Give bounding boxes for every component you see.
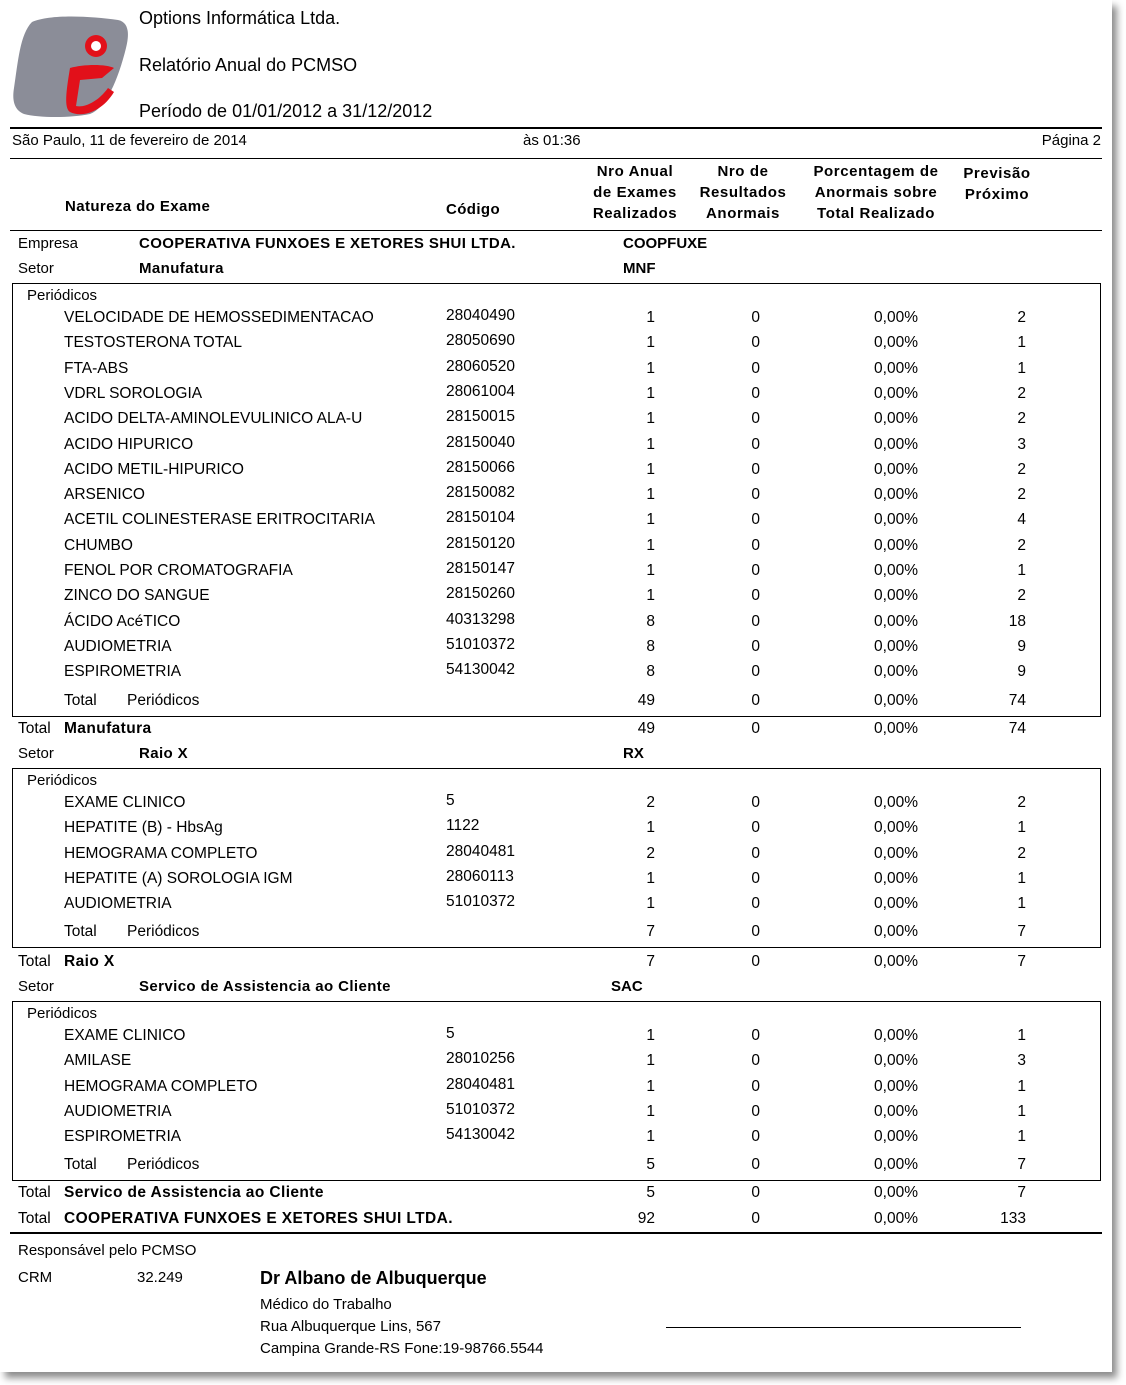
place-date: São Paulo, 11 de fevereiro de 2014 — [12, 132, 247, 149]
sector-code: MNF — [623, 260, 656, 277]
exam-name: ZINCO DO SANGUE — [64, 587, 210, 605]
exam-code: 28061004 — [446, 382, 515, 400]
abnormal-count: 0 — [751, 1027, 760, 1044]
exam-count: 1 — [646, 435, 655, 453]
company-total-row: Total COOPERATIVA FUNXOES E XETORES SHUI LTDA. 92 0 0,00% 133 — [18, 1210, 1026, 1227]
exam-code: 28150260 — [446, 585, 515, 603]
exam-name: AUDIOMETRIA — [64, 895, 172, 913]
forecast: 9 — [1017, 663, 1026, 681]
doctor-address: Rua Albuquerque Lins, 567 — [260, 1318, 441, 1335]
group-label: Periódicos — [27, 772, 98, 789]
exam-row — [0, 842, 1112, 865]
print-time: às 01:36 — [523, 132, 581, 149]
exam-count: 2 — [646, 844, 655, 862]
exam-name: AUDIOMETRIA — [64, 637, 172, 655]
forecast: 2 — [1017, 460, 1026, 478]
exam-code: 28050690 — [446, 332, 515, 350]
col-nature: Natureza do Exame — [65, 198, 211, 215]
exam-code: 28040481 — [446, 1075, 515, 1093]
exam-code: 28060113 — [446, 867, 514, 885]
exam-code: 28010256 — [446, 1050, 515, 1068]
page-number: Página 2 — [1041, 132, 1101, 149]
abnormal-count: 0 — [751, 435, 760, 453]
abnormal-percentage: 0,00% — [874, 562, 918, 579]
exam-name: HEMOGRAMA COMPLETO — [64, 1077, 258, 1095]
exam-name: HEMOGRAMA COMPLETO — [64, 844, 258, 862]
exam-row — [0, 587, 1112, 607]
crm-value: 32.249 — [137, 1269, 183, 1286]
abnormal-percentage: 0,00% — [874, 869, 918, 887]
col-percentage: Porcentagem de Anormais sobre Total Realizado — [813, 163, 939, 222]
exam-row — [0, 663, 1112, 683]
exam-row — [0, 357, 1112, 380]
exam-code: 51010372 — [446, 893, 515, 911]
abnormal-count: 0 — [751, 309, 760, 326]
exam-row — [0, 486, 1112, 506]
forecast: 1 — [1017, 359, 1026, 377]
forecast: 1 — [1017, 1027, 1026, 1044]
abnormal-count: 0 — [751, 844, 760, 862]
exam-code: 51010372 — [446, 635, 515, 653]
abnormal-percentage: 0,00% — [874, 587, 918, 605]
exam-code: 28150104 — [446, 509, 515, 527]
exam-count: 1 — [646, 1027, 655, 1044]
exam-name: FENOL POR CROMATOGRAFIA — [64, 562, 293, 579]
abnormal-count: 0 — [751, 460, 760, 478]
abnormal-percentage: 0,00% — [874, 1102, 918, 1120]
exam-name: HEPATITE (A) SOROLOGIA IGM — [64, 869, 293, 887]
exam-row — [0, 382, 1112, 405]
exam-count: 8 — [646, 663, 655, 681]
abnormal-count: 0 — [751, 819, 760, 837]
exam-row — [0, 1128, 1112, 1148]
exam-row — [0, 1075, 1112, 1098]
abnormal-count: 0 — [751, 663, 760, 681]
company-name: Options Informática Ltda. — [139, 8, 341, 28]
forecast: 9 — [1017, 637, 1026, 655]
exam-name: TESTOSTERONA TOTAL — [64, 334, 243, 352]
abnormal-percentage: 0,00% — [874, 334, 918, 352]
abnormal-percentage: 0,00% — [874, 309, 918, 326]
exam-count: 1 — [646, 359, 655, 377]
abnormal-percentage: 0,00% — [874, 1077, 918, 1095]
exam-code: 28060520 — [446, 357, 515, 375]
abnormal-percentage: 0,00% — [874, 359, 918, 377]
forecast: 2 — [1017, 587, 1026, 605]
exam-count: 1 — [646, 511, 655, 529]
doctor-city-phone: Campina Grande-RS Fone:19-98766.5544 — [260, 1340, 544, 1357]
forecast: 2 — [1017, 486, 1026, 504]
exam-row — [0, 794, 1112, 814]
sector-total-row: Total Raio X 7 0 0,00% 7 — [18, 953, 1026, 970]
exam-name: VELOCIDADE DE HEMOSSEDIMENTACAO — [64, 309, 374, 326]
abnormal-count: 0 — [751, 562, 760, 579]
exam-count: 1 — [646, 486, 655, 504]
forecast: 4 — [1017, 511, 1026, 529]
abnormal-percentage: 0,00% — [874, 1052, 918, 1070]
forecast: 1 — [1017, 895, 1026, 913]
sector-total-row: Total Manufatura 49 0 0,00% 74 — [18, 720, 1026, 737]
abnormal-count: 0 — [751, 1077, 760, 1095]
crm-label: CRM — [18, 1269, 53, 1286]
group-label: Periódicos — [27, 1005, 98, 1022]
exam-code: 51010372 — [446, 1100, 515, 1118]
exam-name: ACETIL COLINESTERASE ERITROCITARIA — [64, 511, 375, 529]
abnormal-count: 0 — [751, 359, 760, 377]
abnormal-percentage: 0,00% — [874, 460, 918, 478]
abnormal-percentage: 0,00% — [874, 384, 918, 402]
abnormal-count: 0 — [751, 895, 760, 913]
abnormal-count: 0 — [751, 1128, 760, 1146]
exam-name: EXAME CLINICO — [64, 794, 186, 811]
exam-name: ESPIROMETRIA — [64, 663, 182, 681]
exam-row — [0, 867, 1112, 890]
exam-count: 8 — [646, 612, 655, 630]
doctor-name: Dr Albano de Albuquerque — [260, 1268, 487, 1288]
exam-row — [0, 895, 1112, 915]
exam-code: 28040481 — [446, 842, 515, 860]
signature-line — [666, 1327, 1021, 1328]
exam-row — [0, 458, 1112, 481]
abnormal-count: 0 — [751, 384, 760, 402]
col-forecast: Previsão Próximo — [963, 165, 1031, 203]
exam-count: 1 — [646, 410, 655, 428]
exam-name: HEPATITE (B) - HbsAg — [64, 819, 223, 837]
doctor-role: Médico do Trabalho — [260, 1296, 392, 1313]
sector-name: Servico de Assistencia ao Cliente — [139, 978, 391, 995]
exam-row — [0, 309, 1112, 329]
forecast: 1 — [1017, 1102, 1026, 1120]
exam-code: 28150082 — [446, 484, 515, 502]
exam-code: 1122 — [446, 817, 480, 835]
exam-count: 1 — [646, 1052, 655, 1070]
forecast: 1 — [1017, 1077, 1026, 1095]
exam-count: 1 — [646, 869, 655, 887]
abnormal-percentage: 0,00% — [874, 612, 918, 630]
exam-name: EXAME CLINICO — [64, 1027, 186, 1044]
exam-count: 1 — [646, 587, 655, 605]
exam-name: ACIDO HIPURICO — [64, 435, 194, 453]
abnormal-count: 0 — [751, 1102, 760, 1120]
abnormal-percentage: 0,00% — [874, 895, 918, 913]
abnormal-percentage: 0,00% — [874, 637, 918, 655]
abnormal-percentage: 0,00% — [874, 794, 918, 811]
exam-code: 28040490 — [446, 307, 515, 324]
label-empresa: Empresa — [18, 235, 79, 252]
abnormal-count: 0 — [751, 612, 760, 630]
abnormal-percentage: 0,00% — [874, 663, 918, 681]
label-setor: Setor — [18, 260, 54, 277]
exam-row — [0, 433, 1112, 456]
exam-count: 1 — [646, 1077, 655, 1095]
exam-name: ACIDO METIL-HIPURICO — [64, 460, 244, 478]
forecast: 2 — [1017, 309, 1026, 326]
exam-count: 1 — [646, 1102, 655, 1120]
exam-row — [0, 819, 1112, 839]
abnormal-count: 0 — [751, 794, 760, 811]
exam-count: 1 — [646, 384, 655, 402]
abnormal-count: 0 — [751, 486, 760, 504]
abnormal-percentage: 0,00% — [874, 536, 918, 554]
forecast: 1 — [1017, 334, 1026, 352]
sector-total-row: Total Servico de Assistencia ao Cliente 5 0 0,00% 7 — [18, 1184, 1026, 1201]
forecast: 3 — [1017, 1052, 1026, 1070]
exam-code: 54130042 — [446, 1126, 515, 1144]
exam-name: VDRL SOROLOGIA — [64, 384, 203, 402]
sector-code: SAC — [611, 978, 643, 995]
exam-row — [0, 635, 1112, 658]
sector-name: Raio X — [139, 745, 189, 762]
exam-code: 54130042 — [446, 661, 515, 679]
group-label: Periódicos — [27, 287, 98, 304]
exam-count: 2 — [646, 794, 655, 811]
label-setor: Setor — [18, 978, 54, 995]
forecast: 1 — [1017, 819, 1026, 837]
forecast: 2 — [1017, 844, 1026, 862]
exam-row — [0, 562, 1112, 582]
exam-count: 1 — [646, 1128, 655, 1146]
exam-row — [0, 1052, 1112, 1072]
abnormal-count: 0 — [751, 536, 760, 554]
exam-row — [0, 610, 1112, 633]
group-total-row: Total Periódicos 49 0 0,00% 74 — [64, 692, 1026, 709]
exam-count: 1 — [646, 334, 655, 352]
abnormal-count: 0 — [751, 869, 760, 887]
exam-count: 1 — [646, 309, 655, 326]
exam-code: 40313298 — [446, 610, 515, 628]
exam-row — [0, 534, 1112, 557]
abnormal-count: 0 — [751, 511, 760, 529]
exam-row — [0, 1100, 1112, 1123]
abnormal-percentage: 0,00% — [874, 435, 918, 453]
col-code: Código — [446, 201, 501, 218]
forecast: 2 — [1017, 384, 1026, 402]
exam-name: ESPIROMETRIA — [64, 1128, 182, 1146]
exam-code: 5 — [446, 792, 455, 809]
exam-code: 28150066 — [446, 458, 515, 476]
exam-name: ÁCIDO AcéTICO — [64, 612, 181, 630]
abnormal-percentage: 0,00% — [874, 511, 918, 529]
forecast: 2 — [1017, 536, 1026, 554]
abnormal-percentage: 0,00% — [874, 844, 918, 862]
exam-code: 5 — [446, 1025, 455, 1042]
exam-count: 1 — [646, 895, 655, 913]
group-total-row: Total Periódicos 5 0 0,00% 7 — [64, 1156, 1026, 1173]
forecast: 2 — [1017, 410, 1026, 428]
exam-row — [0, 410, 1112, 430]
group-total-row: Total Periódicos 7 0 0,00% 7 — [64, 923, 1026, 940]
abnormal-count: 0 — [751, 637, 760, 655]
label-setor: Setor — [18, 745, 54, 762]
forecast: 2 — [1017, 794, 1026, 811]
col-abnormal: Nro de Resultados Anormais — [699, 163, 787, 222]
exam-count: 1 — [646, 460, 655, 478]
abnormal-percentage: 0,00% — [874, 1128, 918, 1146]
report-period: Período de 01/01/2012 a 31/12/2012 — [139, 101, 433, 121]
exam-code: 28150015 — [446, 408, 515, 426]
abnormal-percentage: 0,00% — [874, 410, 918, 428]
abnormal-count: 0 — [751, 334, 760, 352]
exam-code: 28150147 — [446, 560, 515, 577]
exam-name: AMILASE — [64, 1052, 132, 1070]
sector-code: RX — [623, 745, 644, 762]
sector-name: Manufatura — [139, 260, 224, 277]
exam-row — [0, 334, 1112, 354]
forecast: 18 — [1008, 612, 1026, 630]
company-logo — [10, 10, 130, 122]
exam-name: ARSENICO — [64, 486, 145, 504]
exam-name: AUDIOMETRIA — [64, 1102, 172, 1120]
responsible-label: Responsável pelo PCMSO — [18, 1242, 197, 1259]
abnormal-percentage: 0,00% — [874, 819, 918, 837]
forecast: 1 — [1017, 869, 1026, 887]
abnormal-count: 0 — [751, 410, 760, 428]
exam-name: ACIDO DELTA-AMINOLEVULINICO ALA-U — [64, 410, 363, 428]
exam-count: 1 — [646, 536, 655, 554]
report-title: Relatório Anual do PCMSO — [139, 55, 358, 75]
forecast: 3 — [1017, 435, 1026, 453]
exam-count: 1 — [646, 562, 655, 579]
exam-code: 28150040 — [446, 433, 515, 451]
forecast: 1 — [1017, 562, 1026, 579]
company-code: COOPFUXE — [623, 235, 708, 252]
company-label-name: COOPERATIVA FUNXOES E XETORES SHUI LTDA. — [139, 235, 516, 252]
abnormal-count: 0 — [751, 1052, 760, 1070]
exam-code: 28150120 — [446, 534, 515, 552]
exam-name: FTA-ABS — [64, 359, 129, 377]
exam-name: CHUMBO — [64, 536, 133, 554]
abnormal-percentage: 0,00% — [874, 1027, 918, 1044]
exam-count: 8 — [646, 637, 655, 655]
abnormal-count: 0 — [751, 587, 760, 605]
forecast: 1 — [1017, 1128, 1026, 1146]
abnormal-percentage: 0,00% — [874, 486, 918, 504]
exam-row — [0, 511, 1112, 531]
exam-count: 1 — [646, 819, 655, 837]
exam-row — [0, 1027, 1112, 1047]
col-annual: Nro Anual de Exames Realizados — [592, 163, 678, 222]
